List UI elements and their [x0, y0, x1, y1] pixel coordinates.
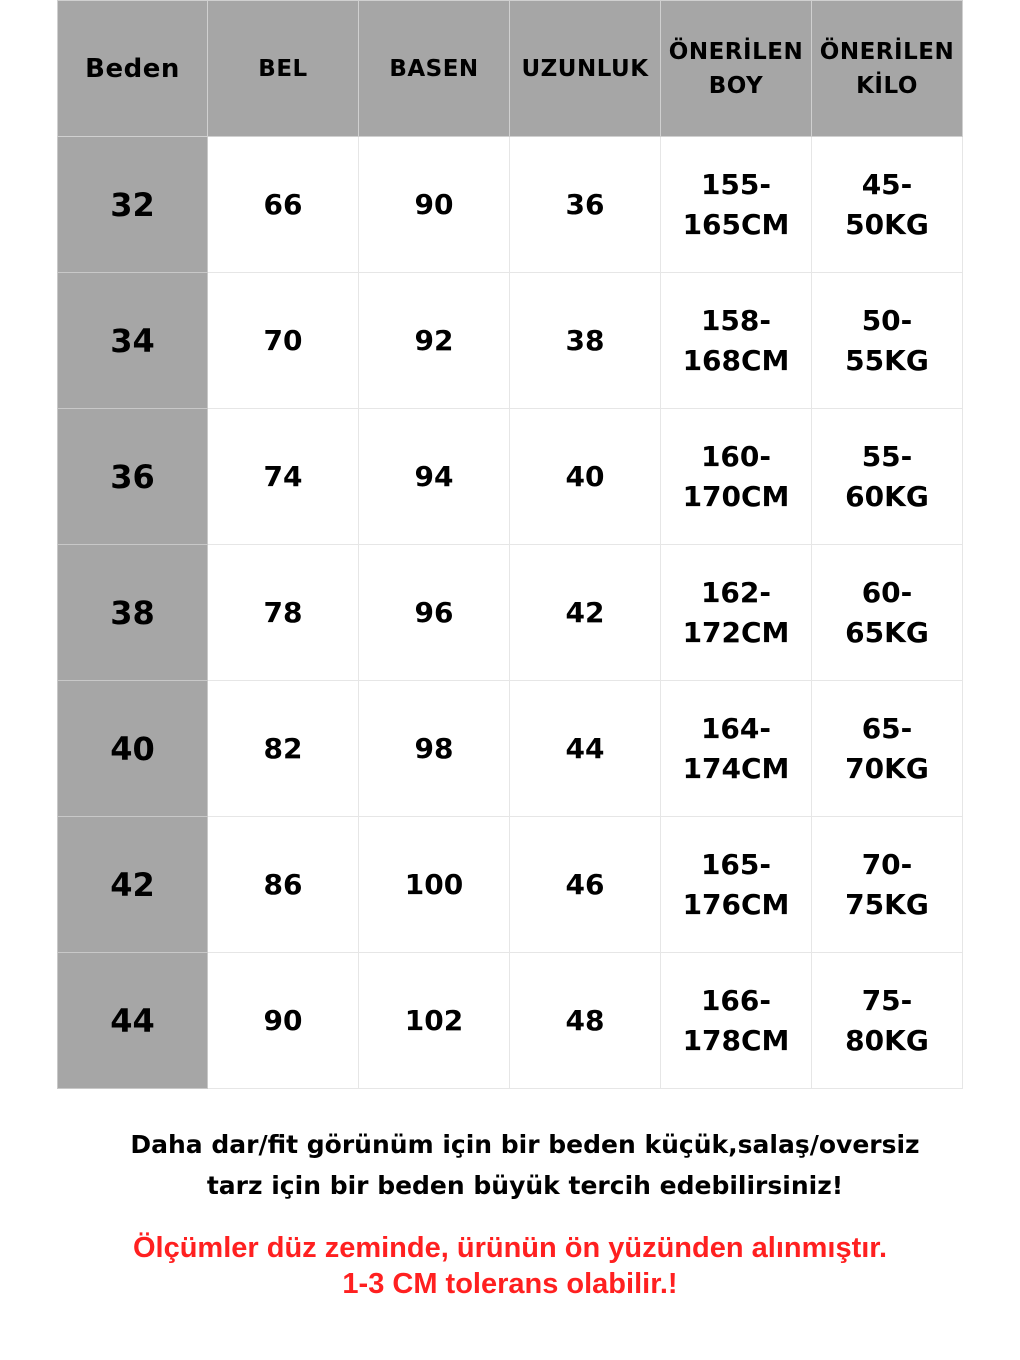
- basen-cell: 100: [359, 817, 510, 953]
- beden-cell: 36: [58, 409, 208, 545]
- header-row: [58, 1, 963, 137]
- table-row: [58, 817, 963, 953]
- basen-cell: 90: [359, 137, 510, 273]
- uzunluk-cell: 48: [510, 953, 661, 1089]
- header-uzunluk: [510, 1, 661, 137]
- kilo-range-start: 70-: [861, 847, 913, 881]
- table-row: [58, 409, 963, 545]
- bel-cell: 90: [208, 953, 359, 1089]
- table-row: [58, 545, 963, 681]
- fit-advice-note: [0, 1124, 1020, 1206]
- boy-cell: [661, 681, 812, 817]
- table-row: [58, 681, 963, 817]
- kilo-range-start: 45-: [861, 167, 913, 201]
- boy-range-start: 162-: [700, 575, 772, 609]
- header-label: BEL: [258, 55, 308, 82]
- header-label: ÖNERİLEN: [668, 38, 804, 65]
- table-row: [58, 953, 963, 1089]
- bel-cell: 82: [208, 681, 359, 817]
- bel-cell: 86: [208, 817, 359, 953]
- header-basen: [359, 1, 510, 137]
- kilo-range-start: 65-: [861, 711, 913, 745]
- boy-range-start: 164-: [700, 711, 772, 745]
- header-bel: [208, 1, 359, 137]
- boy-cell: [661, 273, 812, 409]
- boy-range-end: 170CM: [682, 479, 790, 513]
- kilo-range-end: 50KG: [845, 207, 929, 241]
- table-row: [58, 273, 963, 409]
- bel-cell: 74: [208, 409, 359, 545]
- uzunluk-cell: 46: [510, 817, 661, 953]
- beden-cell: 32: [58, 137, 208, 273]
- kilo-range-end: 80KG: [845, 1023, 929, 1057]
- kilo-range-end: 60KG: [845, 479, 929, 513]
- kilo-cell: [812, 545, 963, 681]
- kilo-range-end: 75KG: [845, 887, 929, 921]
- table-body: [58, 137, 963, 1089]
- kilo-range-end: 70KG: [845, 751, 929, 785]
- beden-cell: 42: [58, 817, 208, 953]
- basen-cell: 98: [359, 681, 510, 817]
- boy-range-end: 168CM: [682, 343, 790, 377]
- boy-cell: [661, 409, 812, 545]
- uzunluk-cell: 38: [510, 273, 661, 409]
- header-label: BASEN: [389, 55, 479, 82]
- bel-cell: 78: [208, 545, 359, 681]
- uzunluk-cell: 40: [510, 409, 661, 545]
- beden-cell: 40: [58, 681, 208, 817]
- boy-range-end: 172CM: [682, 615, 790, 649]
- header-label: UZUNLUK: [521, 55, 649, 82]
- boy-range-end: 178CM: [682, 1023, 790, 1057]
- boy-range-start: 155-: [700, 167, 772, 201]
- fit-advice-line-2: tarz için bir beden büyük tercih edebilirsiniz!: [206, 1171, 844, 1200]
- measurement-warning: [0, 1230, 1020, 1302]
- table-row: [58, 137, 963, 273]
- table-header: [58, 1, 963, 137]
- kilo-cell: [812, 817, 963, 953]
- basen-cell: 96: [359, 545, 510, 681]
- beden-cell: 38: [58, 545, 208, 681]
- fit-advice-line-1: Daha dar/fit görünüm için bir beden küçük,salaş/oversiz: [130, 1130, 920, 1159]
- kilo-cell: [812, 681, 963, 817]
- kilo-cell: [812, 409, 963, 545]
- header-label: ÖNERİLEN: [819, 38, 955, 65]
- kilo-range-start: 55-: [861, 439, 913, 473]
- kilo-range-start: 75-: [861, 983, 913, 1017]
- header-onerilen-kilo: [812, 1, 963, 137]
- uzunluk-cell: 42: [510, 545, 661, 681]
- basen-cell: 92: [359, 273, 510, 409]
- beden-cell: 34: [58, 273, 208, 409]
- boy-cell: [661, 545, 812, 681]
- header-beden: [58, 1, 208, 137]
- boy-range-start: 165-: [700, 847, 772, 881]
- measurement-warning-line-1: Ölçümler düz zeminde, ürünün ön yüzünden alınmıştır.: [132, 1232, 888, 1264]
- header-label: KİLO: [856, 72, 918, 99]
- boy-cell: [661, 817, 812, 953]
- boy-range-start: 160-: [700, 439, 772, 473]
- header-label: Beden: [85, 53, 180, 84]
- boy-cell: [661, 953, 812, 1089]
- measurement-warning-line-2: 1-3 CM tolerans olabilir.!: [342, 1268, 678, 1300]
- kilo-range-end: 65KG: [845, 615, 929, 649]
- beden-cell: 44: [58, 953, 208, 1089]
- kilo-range-start: 50-: [861, 303, 913, 337]
- kilo-cell: [812, 273, 963, 409]
- basen-cell: 94: [359, 409, 510, 545]
- basen-cell: 102: [359, 953, 510, 1089]
- boy-range-end: 165CM: [682, 207, 790, 241]
- bel-cell: 66: [208, 137, 359, 273]
- boy-range-start: 158-: [700, 303, 772, 337]
- bel-cell: 70: [208, 273, 359, 409]
- header-onerilen-boy: [661, 1, 812, 137]
- uzunluk-cell: 36: [510, 137, 661, 273]
- header-label: BOY: [708, 72, 764, 99]
- kilo-range-start: 60-: [861, 575, 913, 609]
- boy-range-end: 174CM: [682, 751, 790, 785]
- size-chart-table: [57, 0, 963, 1089]
- kilo-cell: [812, 953, 963, 1089]
- kilo-range-end: 55KG: [845, 343, 929, 377]
- boy-cell: [661, 137, 812, 273]
- boy-range-start: 166-: [700, 983, 772, 1017]
- uzunluk-cell: 44: [510, 681, 661, 817]
- kilo-cell: [812, 137, 963, 273]
- boy-range-end: 176CM: [682, 887, 790, 921]
